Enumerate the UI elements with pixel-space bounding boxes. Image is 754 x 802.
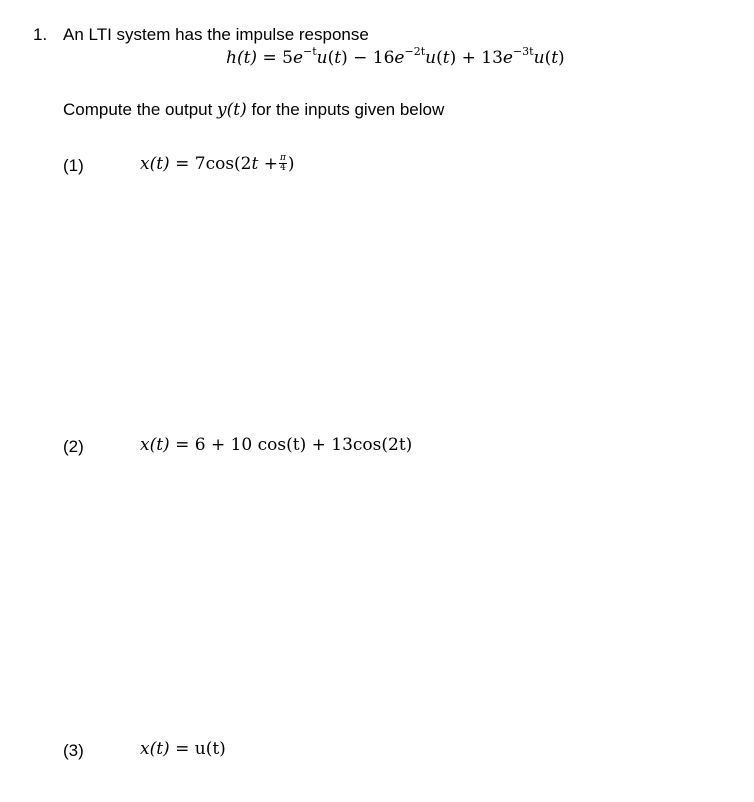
exponent-1: −t <box>303 45 317 58</box>
part-1-eq: = <box>175 154 190 174</box>
fraction-numerator: π <box>280 153 286 163</box>
part-1-rhs-plus: + <box>258 154 278 174</box>
instruction-pre: Compute the output <box>63 100 218 119</box>
fraction-denominator: 4 <box>280 163 286 173</box>
part-1-lhs: x(t) <box>140 154 170 174</box>
exponent-2: −2t <box>404 45 426 58</box>
problem-number: 1. <box>33 25 48 44</box>
part-3-rhs: u(t) <box>194 739 226 759</box>
coef-1: 5 <box>282 48 293 68</box>
part-2-lhs: x(t) <box>140 435 170 455</box>
impulse-response-equation: $h(t) = 5e^{-t}u(t) - 16e^{-2t}u(t) + 13e^{-3t}u(t)$ <box>226 45 565 68</box>
part-1-rhs-t: t <box>251 154 259 174</box>
part-1-label: (1) <box>63 156 84 175</box>
part-3-label: (3) <box>63 741 84 760</box>
part-1-rhs-close: ) <box>287 154 295 174</box>
part-3-lhs: x(t) <box>140 739 170 759</box>
h-lhs: h(t) <box>226 48 258 68</box>
instruction-post: for the inputs given below <box>246 100 445 119</box>
minus-sign: − <box>353 48 368 68</box>
instruction-var: y(t) <box>217 100 247 120</box>
coef-2: 16 <box>372 48 395 68</box>
part-2-eq: = <box>175 435 190 455</box>
plus-sign: + <box>461 48 476 68</box>
equals-sign: = <box>262 48 277 68</box>
pi-over-4-fraction <box>279 154 287 173</box>
part-2-rhs: 6 + 10 cos(t) + 13cos(2t) <box>194 435 413 455</box>
part-2-label: (2) <box>63 437 84 456</box>
coef-3: 13 <box>481 48 503 68</box>
part-1-equation <box>140 154 295 174</box>
exponent-3: −3t <box>512 45 534 58</box>
problem-statement: An LTI system has the impulse response <box>63 25 369 44</box>
part-3-equation <box>140 739 226 759</box>
part-2-equation <box>140 435 412 455</box>
instruction <box>63 100 444 120</box>
part-1-rhs-pre: 7cos(2 <box>194 154 252 174</box>
part-3-eq: = <box>175 739 190 759</box>
